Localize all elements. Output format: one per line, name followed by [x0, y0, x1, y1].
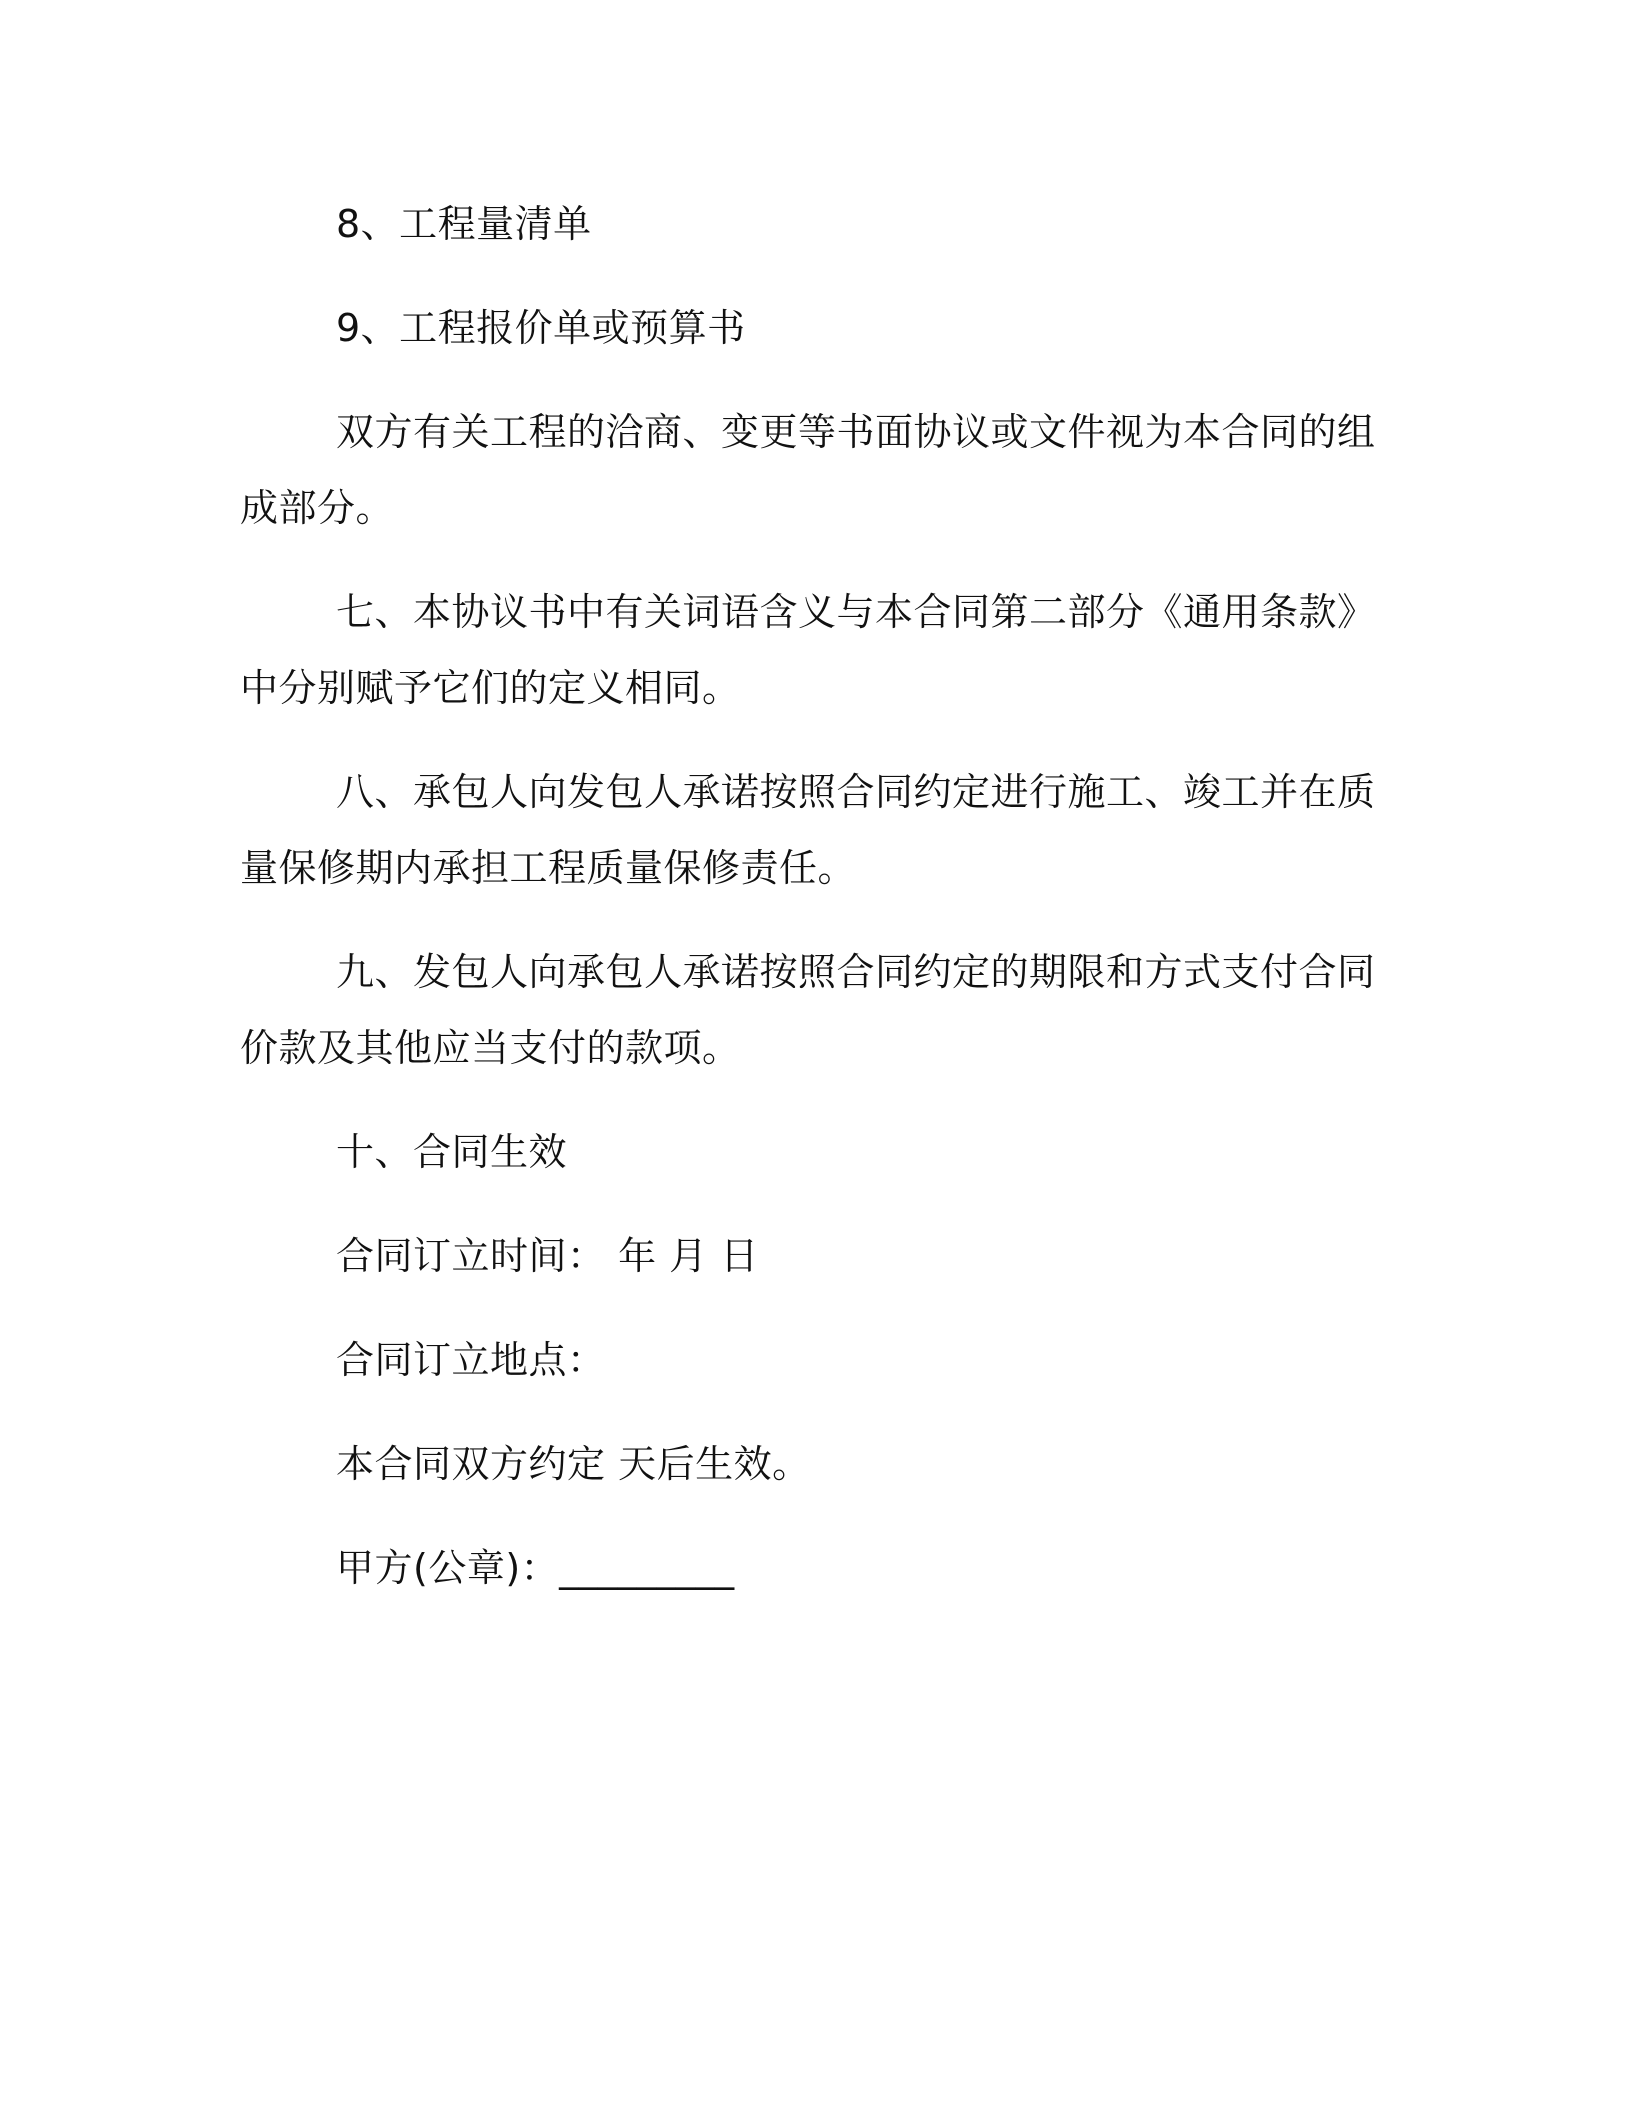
effective-date-line: 本合同双方约定 天后生效。	[336, 1442, 811, 1486]
signing-date-line: 合同订立时间： 年 月 日	[336, 1234, 759, 1278]
clause-eight-paragraph: 八、承包人向发包人承诺按照合同约定进行施工、竣工并在质量保修期内承担工程质量保修责任。	[240, 770, 1376, 890]
clause-nine-paragraph: 九、发包人向承包人承诺按照合同约定的期限和方式支付合同价款及其他应当支付的款项。	[240, 950, 1376, 1070]
party-a-seal-line: 甲方(公章)：_________	[336, 1546, 735, 1590]
signing-place-line: 合同订立地点：	[336, 1338, 606, 1382]
agreement-paragraph: 双方有关工程的洽商、变更等书面协议或文件视为本合同的组成部分。	[240, 410, 1376, 530]
clause-ten-heading: 十、合同生效	[336, 1130, 568, 1174]
item-8-line: 8、工程量清单	[336, 202, 592, 246]
item-9-line: 9、工程报价单或预算书	[336, 306, 746, 350]
clause-seven-paragraph: 七、本协议书中有关词语含义与本合同第二部分《通用条款》中分别赋予它们的定义相同。	[240, 590, 1376, 710]
document-body	[240, 186, 1392, 1634]
